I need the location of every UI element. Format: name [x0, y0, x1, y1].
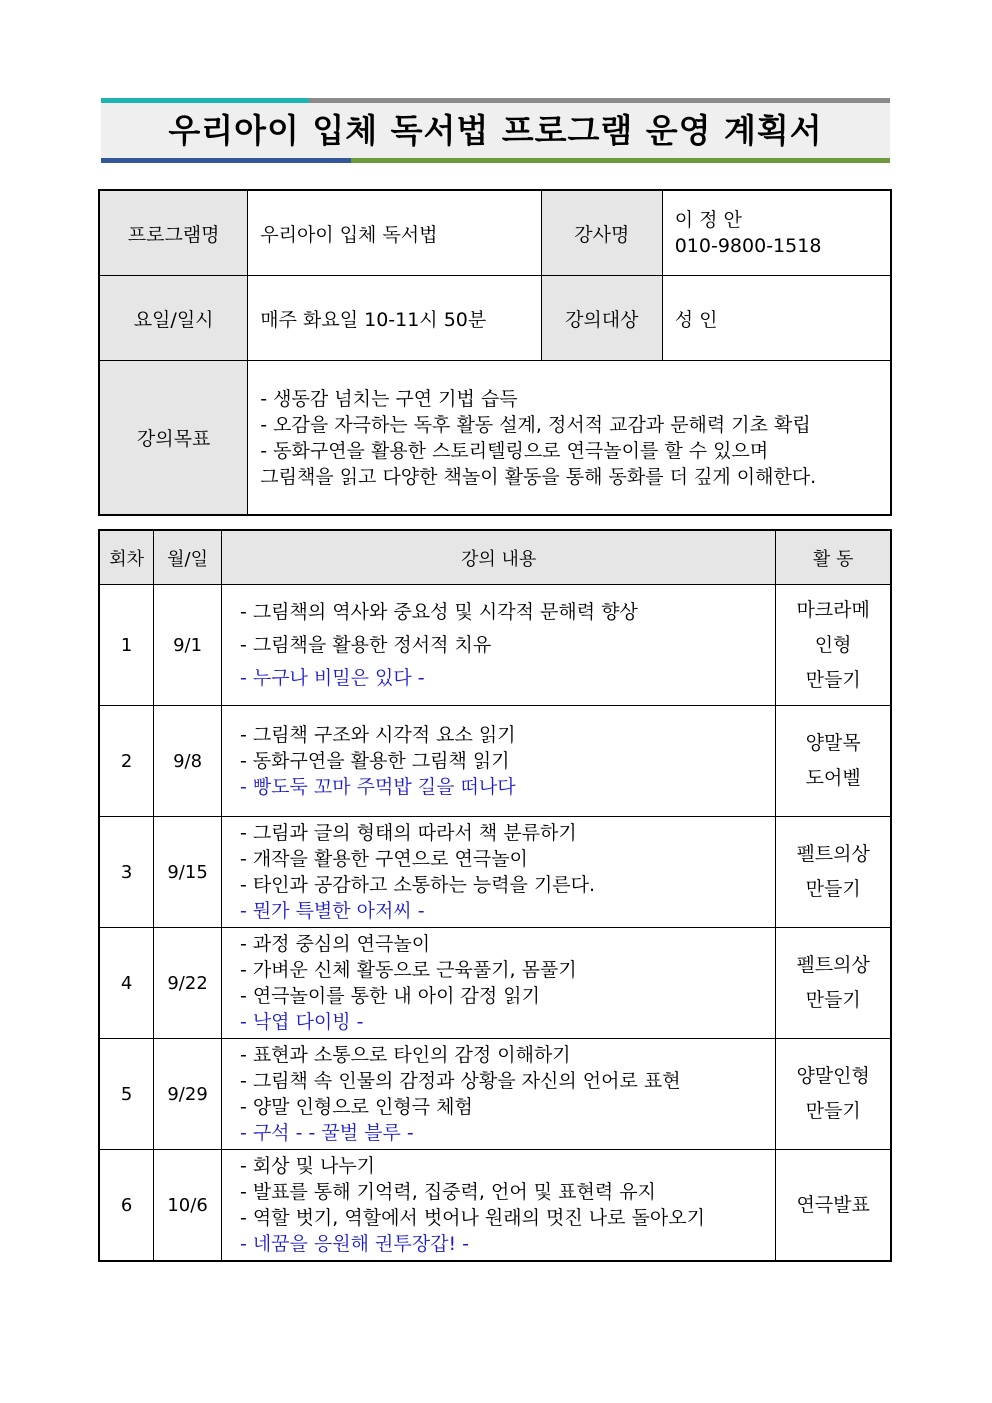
header-content: 강의 내용 [221, 530, 775, 585]
program-info-table [98, 189, 892, 516]
activity-line: 도어벨 [805, 767, 861, 789]
table-row [99, 1150, 891, 1262]
session-number: 4 [99, 928, 154, 1039]
book-title: - 빵도둑 꼬마 주먹밥 길을 떠나다 [239, 776, 516, 798]
content-line: - 개작을 활용한 구연으로 연극놀이 [239, 848, 528, 870]
session-date: 9/15 [154, 817, 222, 928]
session-activity [776, 1039, 891, 1150]
activity-line: 펠트의상 [796, 954, 870, 976]
info-row-program [99, 190, 891, 276]
content-line: - 그림책의 역사와 중요성 및 시각적 문해력 향상 [239, 600, 638, 623]
session-date: 9/8 [154, 706, 222, 817]
table-row [99, 928, 891, 1039]
goal-line: - 오감을 자극하는 독후 활동 설계, 정서적 교감과 문해력 기초 확립 [260, 413, 811, 436]
content-line: - 표현과 소통으로 타인의 감정 이해하기 [239, 1044, 571, 1066]
content-line: - 동화구연을 활용한 그림책 읽기 [239, 750, 510, 772]
session-content [221, 585, 775, 706]
content-line: - 과정 중심의 연극놀이 [239, 933, 431, 955]
activity-line: 만들기 [805, 878, 861, 900]
book-title: - 네꿈을 응원해 권투장갑! - [239, 1233, 469, 1255]
content-line: - 연극놀이를 통한 내 아이 감정 읽기 [239, 985, 540, 1007]
info-row-goals [99, 361, 891, 516]
session-content [221, 928, 775, 1039]
activity-line: 만들기 [805, 1100, 861, 1122]
book-title: - 뭔가 특별한 아저씨 - [239, 900, 425, 922]
activity-line: 마크라메 [796, 598, 870, 621]
session-date: 9/22 [154, 928, 222, 1039]
activity-line: 양말목 [805, 732, 861, 754]
header-activity: 활 동 [776, 530, 891, 585]
book-title: - 낙엽 다이빙 - [239, 1011, 364, 1033]
goal-line: 그림책을 읽고 다양한 책놀이 활동을 통해 동화를 더 깊게 이해한다. [260, 465, 817, 488]
session-date: 10/6 [154, 1150, 222, 1262]
header-date: 월/일 [154, 530, 222, 585]
header-session: 회차 [99, 530, 154, 585]
activity-line: 만들기 [805, 668, 861, 691]
session-number: 2 [99, 706, 154, 817]
session-date: 9/1 [154, 585, 222, 706]
table-row [99, 1039, 891, 1150]
session-number: 3 [99, 817, 154, 928]
session-activity [776, 1150, 891, 1262]
content-line: - 가벼운 신체 활동으로 근육풀기, 몸풀기 [239, 959, 577, 981]
instructor-label: 강사명 [541, 190, 662, 276]
session-number: 6 [99, 1150, 154, 1262]
target-label: 강의대상 [541, 276, 662, 361]
session-content [221, 1039, 775, 1150]
activity-line: 연극발표 [796, 1193, 870, 1216]
table-row [99, 585, 891, 706]
content-line: - 타인과 공감하고 소통하는 능력을 기른다. [239, 874, 596, 896]
content-line: - 역할 벗기, 역할에서 벗어나 원래의 멋진 나로 돌아오기 [239, 1207, 705, 1229]
session-date: 9/29 [154, 1039, 222, 1150]
content-line: - 발표를 통해 기억력, 집중력, 언어 및 표현력 유지 [239, 1181, 656, 1203]
page-title: 우리아이 입체 독서법 프로그램 운영 계획서 [168, 111, 823, 150]
schedule-table [98, 529, 892, 1262]
session-activity [776, 928, 891, 1039]
session-content [221, 1150, 775, 1262]
session-activity [776, 585, 891, 706]
target-value: 성 인 [662, 276, 891, 361]
program-name-label: 프로그램명 [99, 190, 248, 276]
goal-line: - 동화구연을 활용한 스토리텔링으로 연극놀이를 할 수 있으며 [260, 439, 769, 462]
info-row-schedule [99, 276, 891, 361]
activity-line: 펠트의상 [796, 843, 870, 865]
title-bottom-rule [101, 158, 890, 163]
instructor-cell [662, 190, 891, 276]
goal-label: 강의목표 [99, 361, 248, 516]
book-title: - 구석 - - 꿀벌 블루 - [239, 1122, 414, 1144]
title-banner [101, 98, 890, 165]
table-row [99, 817, 891, 928]
content-line: - 그림책 속 인물의 감정과 상황을 자신의 언어로 표현 [239, 1070, 681, 1092]
content-line: - 그림책 구조와 시각적 요소 읽기 [239, 724, 516, 746]
content-line: - 회상 및 나누기 [239, 1155, 376, 1177]
activity-line: 인형 [814, 633, 852, 656]
goal-line: - 생동감 넘치는 구연 기법 습득 [260, 387, 518, 410]
activity-line: 만들기 [805, 989, 861, 1011]
session-activity [776, 817, 891, 928]
instructor-name: 이 정 안 [674, 209, 742, 231]
content-line: - 그림책을 활용한 정서적 치유 [239, 633, 492, 656]
program-name-value: 우리아이 입체 독서법 [248, 190, 542, 276]
session-content [221, 817, 775, 928]
session-number: 1 [99, 585, 154, 706]
goal-cell [248, 361, 891, 516]
instructor-phone: 010-9800-1518 [674, 235, 822, 257]
content-line: - 양말 인형으로 인형극 체험 [239, 1096, 473, 1118]
session-content [221, 706, 775, 817]
book-title: - 누구나 비밀은 있다 - [239, 666, 425, 689]
table-row [99, 706, 891, 817]
schedule-value: 매주 화요일 10-11시 50분 [248, 276, 542, 361]
activity-line: 양말인형 [796, 1065, 870, 1087]
session-activity [776, 706, 891, 817]
content-line: - 그림과 글의 형태의 따라서 책 분류하기 [239, 822, 577, 844]
schedule-header-row [99, 530, 891, 585]
session-number: 5 [99, 1039, 154, 1150]
schedule-label: 요일/일시 [99, 276, 248, 361]
